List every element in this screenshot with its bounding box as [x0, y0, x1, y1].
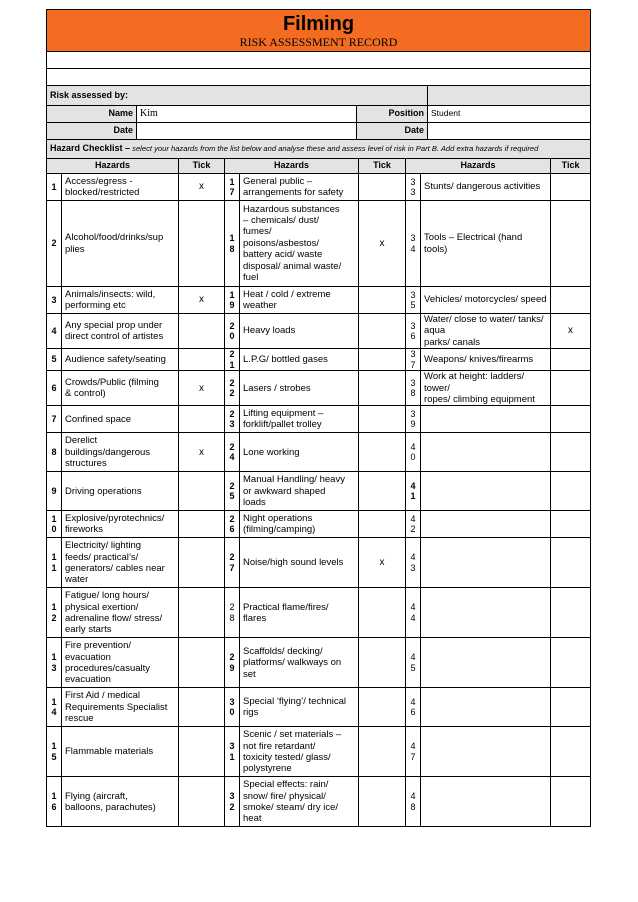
- tick-cell[interactable]: [179, 588, 225, 638]
- hazard-description: Access/egress - blocked/restricted: [62, 174, 179, 201]
- checklist-title: Hazard Checklist –: [50, 143, 131, 154]
- tick-cell[interactable]: [551, 349, 591, 371]
- tick-cell[interactable]: x: [179, 174, 225, 201]
- tick-cell[interactable]: [179, 688, 225, 727]
- hazard-description: [421, 472, 551, 511]
- hazard-description: Driving operations: [62, 472, 179, 511]
- date-label: Date: [47, 123, 137, 140]
- hazard-number: 3 1: [225, 727, 240, 777]
- hazard-number: 3 6: [406, 314, 421, 349]
- tick-cell[interactable]: [359, 511, 406, 538]
- tick-cell[interactable]: [551, 433, 591, 472]
- hazard-number: 2 2: [225, 371, 240, 406]
- table-row: [47, 406, 591, 433]
- hazard-number: 2 6: [225, 511, 240, 538]
- hazard-number: 2 5: [225, 472, 240, 511]
- risk-assessment-sheet: [46, 9, 590, 827]
- tick-cell[interactable]: [359, 406, 406, 433]
- hazard-description: Lifting equipment – forklift/pallet trolley: [240, 406, 359, 433]
- checklist-instruction: select your hazards from the list below and analyse these and assess level of risk in Part B. Add extra hazards if required: [130, 144, 539, 154]
- tick-cell[interactable]: [551, 638, 591, 688]
- hazard-number: 4 4: [406, 588, 421, 638]
- tick-cell[interactable]: x: [359, 201, 406, 287]
- hazard-description: [421, 433, 551, 472]
- hazard-description: Heat / cold / extreme weather: [240, 287, 359, 314]
- hazard-number: 4 8: [406, 777, 421, 827]
- hazard-number: 4 7: [406, 727, 421, 777]
- table-row: [47, 588, 591, 638]
- blank-row[interactable]: [47, 69, 591, 86]
- hazard-number: 3 9: [406, 406, 421, 433]
- hazard-number: 2 8: [225, 588, 240, 638]
- hazard-description: Any special prop under direct control of artistes: [62, 314, 179, 349]
- hazard-number: 4 2: [406, 511, 421, 538]
- tick-cell[interactable]: [551, 511, 591, 538]
- tick-cell[interactable]: [179, 472, 225, 511]
- hazard-number: 2 9: [225, 638, 240, 688]
- tick-cell[interactable]: [359, 174, 406, 201]
- position-value[interactable]: Student: [428, 106, 591, 123]
- hazard-description: Alcohol/food/drinks/sup plies: [62, 201, 179, 287]
- hazard-description: Scaffolds/ decking/ platforms/ walkways on set: [240, 638, 359, 688]
- hazard-description: Fire prevention/ evacuation procedures/casualty evacuation: [62, 638, 179, 688]
- hazard-number: 6: [47, 371, 62, 406]
- hazard-number: 2 3: [225, 406, 240, 433]
- hazard-description: Vehicles/ motorcycles/ speed: [421, 287, 551, 314]
- hazards-column-header: Hazards: [406, 159, 551, 174]
- hazard-number: 3 2: [225, 777, 240, 827]
- tick-cell[interactable]: [179, 538, 225, 588]
- tick-cell[interactable]: [359, 472, 406, 511]
- hazard-number: 5: [47, 349, 62, 371]
- hazard-description: Work at height: ladders/ tower/ ropes/ climbing equipment: [421, 371, 551, 406]
- table-row: [47, 777, 591, 827]
- hazard-number: 4 5: [406, 638, 421, 688]
- tick-cell[interactable]: x: [179, 433, 225, 472]
- tick-cell[interactable]: x: [359, 538, 406, 588]
- blank-row[interactable]: [47, 52, 591, 69]
- table-row: [47, 174, 591, 201]
- table-row: [47, 638, 591, 688]
- hazards-column-header: Hazards: [225, 159, 359, 174]
- hazard-description: [421, 727, 551, 777]
- hazard-number: 1 4: [47, 688, 62, 727]
- title-banner: [47, 10, 591, 52]
- hazard-description: [421, 777, 551, 827]
- hazard-number: 4 6: [406, 688, 421, 727]
- header-table: [46, 9, 591, 159]
- tick-cell[interactable]: [359, 314, 406, 349]
- hazard-description: Lasers / strobes: [240, 371, 359, 406]
- hazard-number: 9: [47, 472, 62, 511]
- hazard-number: 3 3: [406, 174, 421, 201]
- tick-cell[interactable]: [551, 538, 591, 588]
- hazard-description: Special effects: rain/ snow/ fire/ physical/ smoke/ steam/ dry ice/ heat: [240, 777, 359, 827]
- tick-cell[interactable]: [179, 201, 225, 287]
- table-row: [47, 287, 591, 314]
- hazard-description: Practical flame/fires/ flares: [240, 588, 359, 638]
- table-row: [47, 727, 591, 777]
- hazard-description: Lone working: [240, 433, 359, 472]
- tick-cell[interactable]: [551, 371, 591, 406]
- tick-cell[interactable]: [359, 688, 406, 727]
- name-value[interactable]: Kim: [137, 106, 357, 123]
- tick-cell[interactable]: [359, 638, 406, 688]
- table-row: [47, 538, 591, 588]
- tick-cell[interactable]: x: [179, 287, 225, 314]
- name-label: Name: [47, 106, 137, 123]
- tick-column-header: Tick: [179, 159, 225, 174]
- hazard-description: Manual Handling/ heavy or awkward shaped loads: [240, 472, 359, 511]
- position-label: Position: [357, 106, 428, 123]
- hazard-description: [421, 688, 551, 727]
- hazard-number: 8: [47, 433, 62, 472]
- hazard-number: 3 5: [406, 287, 421, 314]
- date-value-2[interactable]: [428, 123, 591, 140]
- hazard-description: [421, 406, 551, 433]
- hazard-description: Animals/insects: wild, performing etc: [62, 287, 179, 314]
- hazard-description: Confined space: [62, 406, 179, 433]
- tick-cell[interactable]: [359, 777, 406, 827]
- hazard-description: First Aid / medical Requirements Specialist rescue: [62, 688, 179, 727]
- hazard-description: L.P.G/ bottled gases: [240, 349, 359, 371]
- tick-cell[interactable]: [179, 638, 225, 688]
- hazard-number: 3 8: [406, 371, 421, 406]
- date-value[interactable]: [137, 123, 357, 140]
- table-row: [47, 511, 591, 538]
- hazard-description: Audience safety/seating: [62, 349, 179, 371]
- hazard-description: [421, 511, 551, 538]
- table-row: [47, 472, 591, 511]
- hazard-description: Derelict buildings/dangerous structures: [62, 433, 179, 472]
- hazard-description: Crowds/Public (filming & control): [62, 371, 179, 406]
- hazard-description: Electricity/ lighting feeds/ practical’s/ generators/ cables near water: [62, 538, 179, 588]
- tick-cell[interactable]: [551, 688, 591, 727]
- tick-cell[interactable]: [551, 174, 591, 201]
- date-label-2: Date: [357, 123, 428, 140]
- hazard-number: 1: [47, 174, 62, 201]
- tick-cell[interactable]: [551, 287, 591, 314]
- hazard-description: Explosive/pyrotechnics/ fireworks: [62, 511, 179, 538]
- tick-cell[interactable]: x: [551, 314, 591, 349]
- hazard-checklist-heading: [47, 140, 591, 159]
- tick-cell[interactable]: [359, 349, 406, 371]
- hazard-number: 4: [47, 314, 62, 349]
- hazard-description: Weapons/ knives/firearms: [421, 349, 551, 371]
- hazards-column-header: Hazards: [47, 159, 179, 174]
- tick-cell[interactable]: [551, 588, 591, 638]
- tick-cell[interactable]: [179, 777, 225, 827]
- hazard-number: 1 3: [47, 638, 62, 688]
- hazard-number: 1 9: [225, 287, 240, 314]
- hazard-number: 1 0: [47, 511, 62, 538]
- hazard-number: 2 0: [225, 314, 240, 349]
- hazard-number: 3: [47, 287, 62, 314]
- risk-assessed-by-label: Risk assessed by:: [47, 86, 428, 106]
- tick-cell[interactable]: [359, 371, 406, 406]
- table-row: [47, 201, 591, 287]
- tick-cell[interactable]: [551, 727, 591, 777]
- tick-cell[interactable]: [551, 472, 591, 511]
- hazard-description: [421, 538, 551, 588]
- hazard-description: Flammable materials: [62, 727, 179, 777]
- hazard-description: Hazardous substances – chemicals/ dust/ fumes/ poisons/asbestos/ battery acid/ waste disposal/ animal waste/ fuel: [240, 201, 359, 287]
- hazard-description: Tools – Electrical (hand tools): [421, 201, 551, 287]
- tick-cell[interactable]: [359, 727, 406, 777]
- tick-cell[interactable]: [179, 349, 225, 371]
- tick-cell[interactable]: [551, 406, 591, 433]
- hazard-checklist-table: [46, 158, 591, 827]
- page-title: Filming: [282, 13, 355, 35]
- hazard-number: 3 0: [225, 688, 240, 727]
- hazard-number: 2: [47, 201, 62, 287]
- hazard-number: 2 7: [225, 538, 240, 588]
- hazard-number: 2 4: [225, 433, 240, 472]
- hazard-number: 3 7: [406, 349, 421, 371]
- tick-cell[interactable]: [179, 406, 225, 433]
- hazard-description: Night operations (filming/camping): [240, 511, 359, 538]
- hazard-number: 1 7: [225, 174, 240, 201]
- hazard-number: 1 1: [47, 538, 62, 588]
- hazard-number: 1 5: [47, 727, 62, 777]
- hazard-description: Water/ close to water/ tanks/ aqua parks/ canals: [421, 314, 551, 349]
- tick-cell[interactable]: [359, 433, 406, 472]
- table-row: [47, 314, 591, 349]
- hazard-description: Stunts/ dangerous activities: [421, 174, 551, 201]
- tick-cell[interactable]: [179, 511, 225, 538]
- tick-cell[interactable]: [179, 727, 225, 777]
- hazard-description: Special ‘flying’/ technical rigs: [240, 688, 359, 727]
- risk-assessed-by-field[interactable]: [428, 86, 591, 106]
- table-row: [47, 371, 591, 406]
- tick-column-header: Tick: [551, 159, 591, 174]
- hazard-number: 4 0: [406, 433, 421, 472]
- hazard-description: Heavy loads: [240, 314, 359, 349]
- hazard-number: 3 4: [406, 201, 421, 287]
- tick-cell[interactable]: x: [179, 371, 225, 406]
- tick-cell[interactable]: [179, 314, 225, 349]
- table-row: [47, 349, 591, 371]
- hazard-number: 7: [47, 406, 62, 433]
- hazard-number: 4 1: [406, 472, 421, 511]
- tick-cell[interactable]: [551, 201, 591, 287]
- hazard-number: 1 8: [225, 201, 240, 287]
- tick-cell[interactable]: [551, 777, 591, 827]
- hazard-description: [421, 638, 551, 688]
- tick-cell[interactable]: [359, 287, 406, 314]
- hazard-number: 1 6: [47, 777, 62, 827]
- hazard-description: Flying (aircraft, balloons, parachutes): [62, 777, 179, 827]
- hazard-description: Scenic / set materials – not fire retardant/ toxicity tested/ glass/ polystyrene: [240, 727, 359, 777]
- hazard-description: Fatigue/ long hours/ physical exertion/ adrenaline flow/ stress/ early starts: [62, 588, 179, 638]
- hazard-description: [421, 588, 551, 638]
- hazard-number: 4 3: [406, 538, 421, 588]
- hazard-description: General public – arrangements for safety: [240, 174, 359, 201]
- page-subtitle: RISK ASSESSMENT RECORD: [239, 35, 398, 49]
- tick-cell[interactable]: [359, 588, 406, 638]
- tick-column-header: Tick: [359, 159, 406, 174]
- hazard-description: Noise/high sound levels: [240, 538, 359, 588]
- table-row: [47, 688, 591, 727]
- hazard-number: 2 1: [225, 349, 240, 371]
- hazard-number: 1 2: [47, 588, 62, 638]
- table-row: [47, 433, 591, 472]
